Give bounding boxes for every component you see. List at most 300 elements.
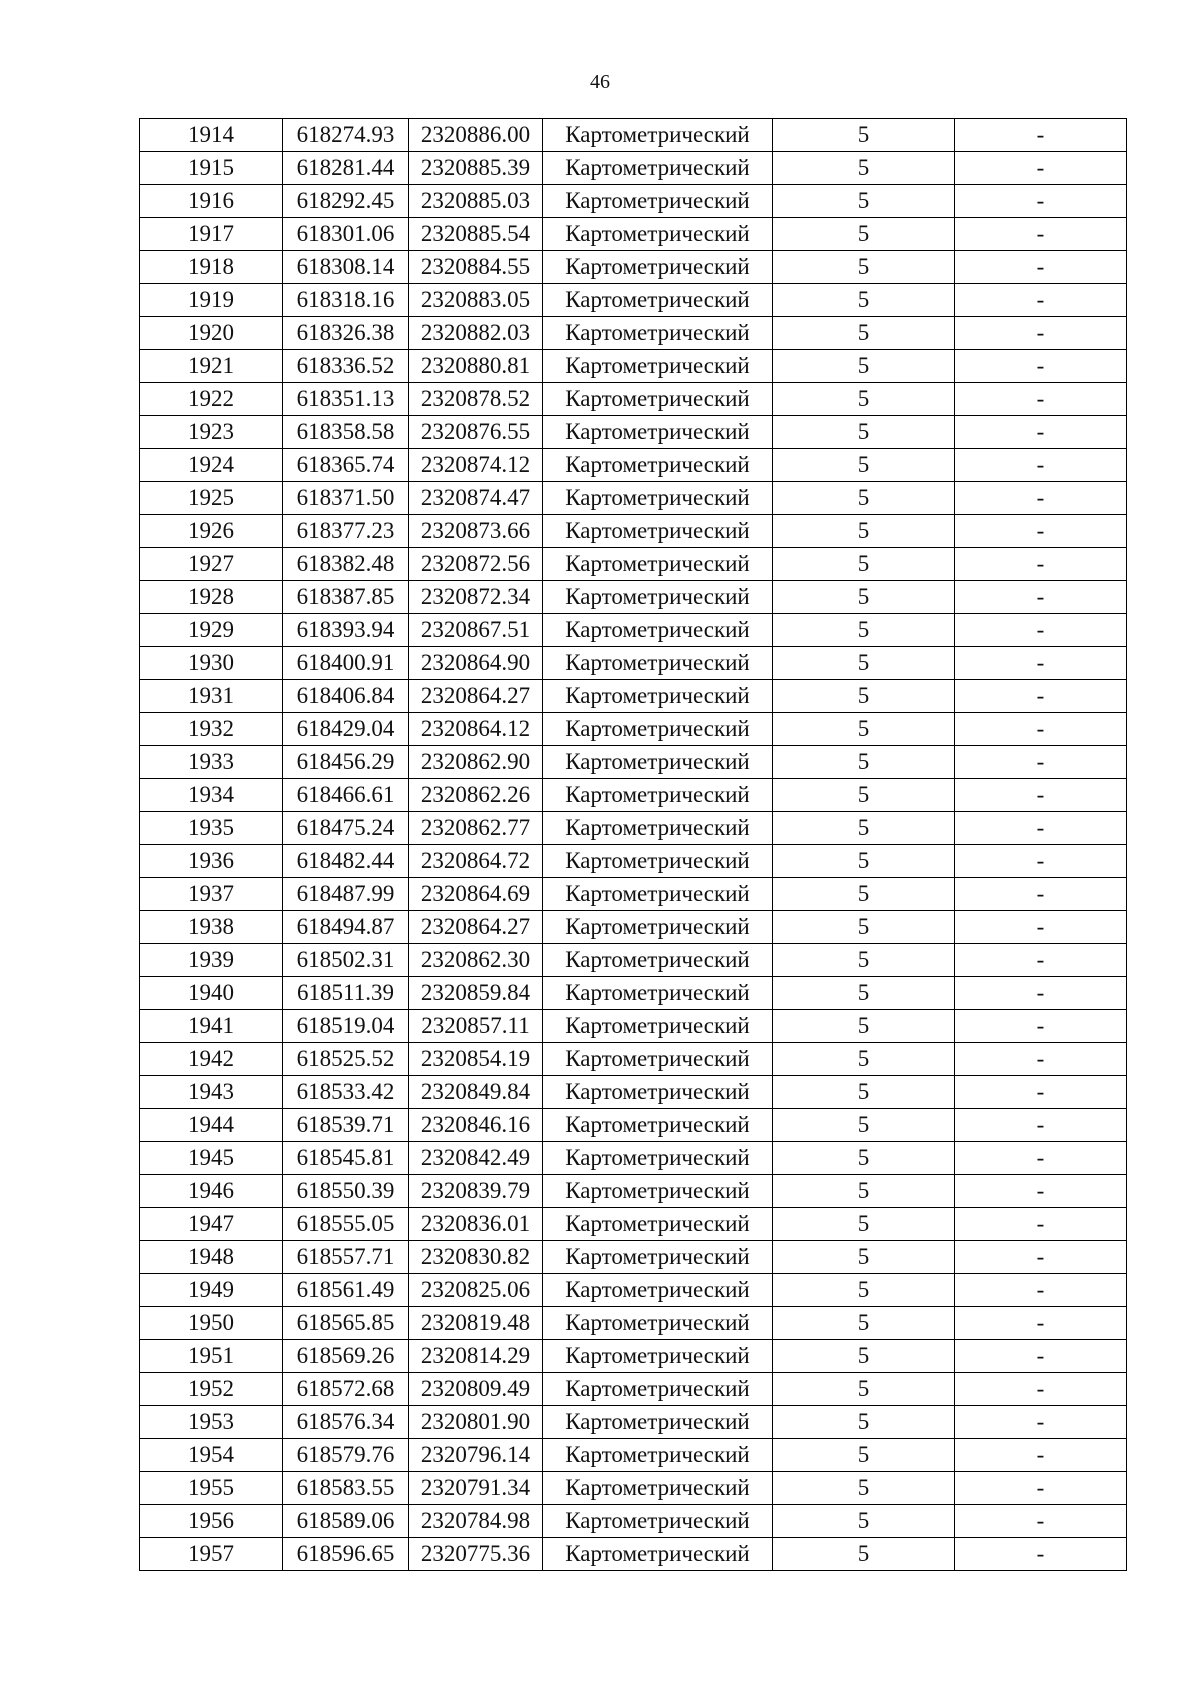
point-number-cell: 1943	[140, 1076, 283, 1109]
table-row	[140, 416, 1127, 449]
point-number-cell: 1939	[140, 944, 283, 977]
note-cell: -	[955, 251, 1127, 284]
note-cell: -	[955, 647, 1127, 680]
method-cell: Картометрический	[543, 1010, 773, 1043]
method-cell: Картометрический	[543, 1505, 773, 1538]
y-coordinate-cell: 2320864.72	[409, 845, 543, 878]
note-cell: -	[955, 614, 1127, 647]
point-number-cell: 1921	[140, 350, 283, 383]
note-cell: -	[955, 284, 1127, 317]
method-cell: Картометрический	[543, 383, 773, 416]
x-coordinate-cell: 618596.65	[283, 1538, 409, 1571]
accuracy-cell: 5	[773, 812, 955, 845]
accuracy-cell: 5	[773, 251, 955, 284]
table-row	[140, 152, 1127, 185]
x-coordinate-cell: 618336.52	[283, 350, 409, 383]
page-number: 46	[590, 71, 610, 93]
accuracy-cell: 5	[773, 647, 955, 680]
y-coordinate-cell: 2320885.54	[409, 218, 543, 251]
method-cell: Картометрический	[543, 350, 773, 383]
point-number-cell: 1954	[140, 1439, 283, 1472]
method-cell: Картометрический	[543, 1307, 773, 1340]
x-coordinate-cell: 618326.38	[283, 317, 409, 350]
table-row	[140, 977, 1127, 1010]
x-coordinate-cell: 618351.13	[283, 383, 409, 416]
point-number-cell: 1915	[140, 152, 283, 185]
method-cell: Картометрический	[543, 911, 773, 944]
y-coordinate-cell: 2320874.47	[409, 482, 543, 515]
note-cell: -	[955, 1175, 1127, 1208]
point-number-cell: 1927	[140, 548, 283, 581]
y-coordinate-cell: 2320814.29	[409, 1340, 543, 1373]
accuracy-cell: 5	[773, 185, 955, 218]
point-number-cell: 1930	[140, 647, 283, 680]
y-coordinate-cell: 2320836.01	[409, 1208, 543, 1241]
table-row	[140, 944, 1127, 977]
method-cell: Картометрический	[543, 812, 773, 845]
x-coordinate-cell: 618382.48	[283, 548, 409, 581]
note-cell: -	[955, 1274, 1127, 1307]
y-coordinate-cell: 2320857.11	[409, 1010, 543, 1043]
table-row	[140, 1538, 1127, 1571]
note-cell: -	[955, 812, 1127, 845]
method-cell: Картометрический	[543, 119, 773, 152]
x-coordinate-cell: 618533.42	[283, 1076, 409, 1109]
accuracy-cell: 5	[773, 284, 955, 317]
accuracy-cell: 5	[773, 1340, 955, 1373]
note-cell: -	[955, 1472, 1127, 1505]
x-coordinate-cell: 618466.61	[283, 779, 409, 812]
accuracy-cell: 5	[773, 1505, 955, 1538]
accuracy-cell: 5	[773, 581, 955, 614]
table-row	[140, 779, 1127, 812]
y-coordinate-cell: 2320784.98	[409, 1505, 543, 1538]
method-cell: Картометрический	[543, 1109, 773, 1142]
y-coordinate-cell: 2320809.49	[409, 1373, 543, 1406]
table-row	[140, 1307, 1127, 1340]
y-coordinate-cell: 2320859.84	[409, 977, 543, 1010]
note-cell: -	[955, 317, 1127, 350]
point-number-cell: 1923	[140, 416, 283, 449]
point-number-cell: 1940	[140, 977, 283, 1010]
x-coordinate-cell: 618365.74	[283, 449, 409, 482]
note-cell: -	[955, 482, 1127, 515]
y-coordinate-cell: 2320839.79	[409, 1175, 543, 1208]
table-row	[140, 746, 1127, 779]
method-cell: Картометрический	[543, 251, 773, 284]
method-cell: Картометрический	[543, 416, 773, 449]
note-cell: -	[955, 581, 1127, 614]
coordinates-table-body	[140, 119, 1127, 1571]
method-cell: Картометрический	[543, 680, 773, 713]
method-cell: Картометрический	[543, 1538, 773, 1571]
y-coordinate-cell: 2320862.90	[409, 746, 543, 779]
method-cell: Картометрический	[543, 482, 773, 515]
point-number-cell: 1924	[140, 449, 283, 482]
x-coordinate-cell: 618393.94	[283, 614, 409, 647]
x-coordinate-cell: 618387.85	[283, 581, 409, 614]
table-row	[140, 1208, 1127, 1241]
table-row	[140, 284, 1127, 317]
coordinates-table	[139, 118, 1127, 1571]
x-coordinate-cell: 618539.71	[283, 1109, 409, 1142]
point-number-cell: 1936	[140, 845, 283, 878]
method-cell: Картометрический	[543, 1274, 773, 1307]
x-coordinate-cell: 618281.44	[283, 152, 409, 185]
x-coordinate-cell: 618456.29	[283, 746, 409, 779]
table-row	[140, 1274, 1127, 1307]
accuracy-cell: 5	[773, 1142, 955, 1175]
method-cell: Картометрический	[543, 218, 773, 251]
point-number-cell: 1938	[140, 911, 283, 944]
note-cell: -	[955, 779, 1127, 812]
x-coordinate-cell: 618487.99	[283, 878, 409, 911]
table-row	[140, 713, 1127, 746]
point-number-cell: 1951	[140, 1340, 283, 1373]
method-cell: Картометрический	[543, 1340, 773, 1373]
x-coordinate-cell: 618511.39	[283, 977, 409, 1010]
x-coordinate-cell: 618525.52	[283, 1043, 409, 1076]
method-cell: Картометрический	[543, 977, 773, 1010]
table-row	[140, 449, 1127, 482]
point-number-cell: 1956	[140, 1505, 283, 1538]
table-row	[140, 614, 1127, 647]
y-coordinate-cell: 2320864.27	[409, 911, 543, 944]
y-coordinate-cell: 2320862.26	[409, 779, 543, 812]
table-row	[140, 1505, 1127, 1538]
table-row	[140, 845, 1127, 878]
method-cell: Картометрический	[543, 515, 773, 548]
x-coordinate-cell: 618565.85	[283, 1307, 409, 1340]
point-number-cell: 1931	[140, 680, 283, 713]
note-cell: -	[955, 383, 1127, 416]
point-number-cell: 1941	[140, 1010, 283, 1043]
accuracy-cell: 5	[773, 911, 955, 944]
x-coordinate-cell: 618589.06	[283, 1505, 409, 1538]
accuracy-cell: 5	[773, 1076, 955, 1109]
y-coordinate-cell: 2320873.66	[409, 515, 543, 548]
point-number-cell: 1942	[140, 1043, 283, 1076]
point-number-cell: 1946	[140, 1175, 283, 1208]
accuracy-cell: 5	[773, 1175, 955, 1208]
table-row	[140, 1142, 1127, 1175]
x-coordinate-cell: 618494.87	[283, 911, 409, 944]
note-cell: -	[955, 1538, 1127, 1571]
x-coordinate-cell: 618301.06	[283, 218, 409, 251]
point-number-cell: 1949	[140, 1274, 283, 1307]
table-row	[140, 1406, 1127, 1439]
accuracy-cell: 5	[773, 1010, 955, 1043]
point-number-cell: 1917	[140, 218, 283, 251]
accuracy-cell: 5	[773, 416, 955, 449]
y-coordinate-cell: 2320854.19	[409, 1043, 543, 1076]
note-cell: -	[955, 1505, 1127, 1538]
note-cell: -	[955, 911, 1127, 944]
method-cell: Картометрический	[543, 1076, 773, 1109]
note-cell: -	[955, 416, 1127, 449]
method-cell: Картометрический	[543, 1175, 773, 1208]
y-coordinate-cell: 2320864.90	[409, 647, 543, 680]
point-number-cell: 1932	[140, 713, 283, 746]
method-cell: Картометрический	[543, 779, 773, 812]
y-coordinate-cell: 2320880.81	[409, 350, 543, 383]
method-cell: Картометрический	[543, 1472, 773, 1505]
x-coordinate-cell: 618377.23	[283, 515, 409, 548]
table-row	[140, 119, 1127, 152]
method-cell: Картометрический	[543, 1241, 773, 1274]
y-coordinate-cell: 2320849.84	[409, 1076, 543, 1109]
method-cell: Картометрический	[543, 845, 773, 878]
x-coordinate-cell: 618274.93	[283, 119, 409, 152]
point-number-cell: 1914	[140, 119, 283, 152]
y-coordinate-cell: 2320886.00	[409, 119, 543, 152]
y-coordinate-cell: 2320882.03	[409, 317, 543, 350]
accuracy-cell: 5	[773, 1472, 955, 1505]
y-coordinate-cell: 2320862.30	[409, 944, 543, 977]
y-coordinate-cell: 2320864.27	[409, 680, 543, 713]
note-cell: -	[955, 845, 1127, 878]
note-cell: -	[955, 1241, 1127, 1274]
x-coordinate-cell: 618583.55	[283, 1472, 409, 1505]
y-coordinate-cell: 2320819.48	[409, 1307, 543, 1340]
x-coordinate-cell: 618557.71	[283, 1241, 409, 1274]
table-row	[140, 1439, 1127, 1472]
method-cell: Картометрический	[543, 284, 773, 317]
method-cell: Картометрический	[543, 1043, 773, 1076]
x-coordinate-cell: 618400.91	[283, 647, 409, 680]
note-cell: -	[955, 1439, 1127, 1472]
x-coordinate-cell: 618545.81	[283, 1142, 409, 1175]
y-coordinate-cell: 2320775.36	[409, 1538, 543, 1571]
accuracy-cell: 5	[773, 713, 955, 746]
x-coordinate-cell: 618576.34	[283, 1406, 409, 1439]
method-cell: Картометрический	[543, 614, 773, 647]
point-number-cell: 1916	[140, 185, 283, 218]
method-cell: Картометрический	[543, 1406, 773, 1439]
point-number-cell: 1955	[140, 1472, 283, 1505]
x-coordinate-cell: 618579.76	[283, 1439, 409, 1472]
point-number-cell: 1935	[140, 812, 283, 845]
y-coordinate-cell: 2320872.34	[409, 581, 543, 614]
method-cell: Картометрический	[543, 1208, 773, 1241]
note-cell: -	[955, 1340, 1127, 1373]
accuracy-cell: 5	[773, 977, 955, 1010]
x-coordinate-cell: 618572.68	[283, 1373, 409, 1406]
y-coordinate-cell: 2320884.55	[409, 251, 543, 284]
note-cell: -	[955, 977, 1127, 1010]
accuracy-cell: 5	[773, 1373, 955, 1406]
table-row	[140, 350, 1127, 383]
note-cell: -	[955, 152, 1127, 185]
table-row	[140, 1076, 1127, 1109]
accuracy-cell: 5	[773, 515, 955, 548]
accuracy-cell: 5	[773, 614, 955, 647]
point-number-cell: 1944	[140, 1109, 283, 1142]
point-number-cell: 1947	[140, 1208, 283, 1241]
note-cell: -	[955, 1142, 1127, 1175]
note-cell: -	[955, 1043, 1127, 1076]
accuracy-cell: 5	[773, 1208, 955, 1241]
point-number-cell: 1918	[140, 251, 283, 284]
y-coordinate-cell: 2320864.12	[409, 713, 543, 746]
y-coordinate-cell: 2320885.03	[409, 185, 543, 218]
note-cell: -	[955, 119, 1127, 152]
y-coordinate-cell: 2320874.12	[409, 449, 543, 482]
method-cell: Картометрический	[543, 713, 773, 746]
y-coordinate-cell: 2320878.52	[409, 383, 543, 416]
table-row	[140, 251, 1127, 284]
x-coordinate-cell: 618429.04	[283, 713, 409, 746]
note-cell: -	[955, 548, 1127, 581]
accuracy-cell: 5	[773, 383, 955, 416]
x-coordinate-cell: 618569.26	[283, 1340, 409, 1373]
point-number-cell: 1922	[140, 383, 283, 416]
note-cell: -	[955, 218, 1127, 251]
x-coordinate-cell: 618358.58	[283, 416, 409, 449]
point-number-cell: 1929	[140, 614, 283, 647]
table-row	[140, 1472, 1127, 1505]
y-coordinate-cell: 2320862.77	[409, 812, 543, 845]
accuracy-cell: 5	[773, 1439, 955, 1472]
y-coordinate-cell: 2320864.69	[409, 878, 543, 911]
table-row	[140, 383, 1127, 416]
note-cell: -	[955, 1010, 1127, 1043]
accuracy-cell: 5	[773, 119, 955, 152]
table-row	[140, 1043, 1127, 1076]
y-coordinate-cell: 2320883.05	[409, 284, 543, 317]
note-cell: -	[955, 1208, 1127, 1241]
x-coordinate-cell: 618475.24	[283, 812, 409, 845]
x-coordinate-cell: 618371.50	[283, 482, 409, 515]
table-row	[140, 515, 1127, 548]
note-cell: -	[955, 185, 1127, 218]
accuracy-cell: 5	[773, 350, 955, 383]
method-cell: Картометрический	[543, 317, 773, 350]
y-coordinate-cell: 2320791.34	[409, 1472, 543, 1505]
accuracy-cell: 5	[773, 1538, 955, 1571]
method-cell: Картометрический	[543, 185, 773, 218]
note-cell: -	[955, 878, 1127, 911]
point-number-cell: 1937	[140, 878, 283, 911]
accuracy-cell: 5	[773, 1109, 955, 1142]
point-number-cell: 1925	[140, 482, 283, 515]
table-row	[140, 317, 1127, 350]
note-cell: -	[955, 1076, 1127, 1109]
note-cell: -	[955, 1307, 1127, 1340]
accuracy-cell: 5	[773, 944, 955, 977]
x-coordinate-cell: 618502.31	[283, 944, 409, 977]
accuracy-cell: 5	[773, 845, 955, 878]
note-cell: -	[955, 1109, 1127, 1142]
x-coordinate-cell: 618292.45	[283, 185, 409, 218]
x-coordinate-cell: 618308.14	[283, 251, 409, 284]
accuracy-cell: 5	[773, 449, 955, 482]
y-coordinate-cell: 2320825.06	[409, 1274, 543, 1307]
table-row	[140, 581, 1127, 614]
accuracy-cell: 5	[773, 1241, 955, 1274]
x-coordinate-cell: 618555.05	[283, 1208, 409, 1241]
table-row	[140, 1241, 1127, 1274]
table-row	[140, 647, 1127, 680]
note-cell: -	[955, 713, 1127, 746]
method-cell: Картометрический	[543, 746, 773, 779]
table-row	[140, 548, 1127, 581]
x-coordinate-cell: 618482.44	[283, 845, 409, 878]
table-row	[140, 482, 1127, 515]
x-coordinate-cell: 618519.04	[283, 1010, 409, 1043]
accuracy-cell: 5	[773, 1307, 955, 1340]
note-cell: -	[955, 1373, 1127, 1406]
x-coordinate-cell: 618318.16	[283, 284, 409, 317]
accuracy-cell: 5	[773, 1043, 955, 1076]
accuracy-cell: 5	[773, 152, 955, 185]
accuracy-cell: 5	[773, 1406, 955, 1439]
y-coordinate-cell: 2320801.90	[409, 1406, 543, 1439]
point-number-cell: 1920	[140, 317, 283, 350]
table-row	[140, 680, 1127, 713]
table-row	[140, 911, 1127, 944]
point-number-cell: 1950	[140, 1307, 283, 1340]
y-coordinate-cell: 2320842.49	[409, 1142, 543, 1175]
accuracy-cell: 5	[773, 746, 955, 779]
point-number-cell: 1957	[140, 1538, 283, 1571]
method-cell: Картометрический	[543, 449, 773, 482]
method-cell: Картометрический	[543, 944, 773, 977]
x-coordinate-cell: 618406.84	[283, 680, 409, 713]
accuracy-cell: 5	[773, 548, 955, 581]
note-cell: -	[955, 746, 1127, 779]
point-number-cell: 1934	[140, 779, 283, 812]
method-cell: Картометрический	[543, 548, 773, 581]
point-number-cell: 1933	[140, 746, 283, 779]
point-number-cell: 1952	[140, 1373, 283, 1406]
accuracy-cell: 5	[773, 779, 955, 812]
accuracy-cell: 5	[773, 1274, 955, 1307]
point-number-cell: 1926	[140, 515, 283, 548]
point-number-cell: 1953	[140, 1406, 283, 1439]
x-coordinate-cell: 618550.39	[283, 1175, 409, 1208]
table-row	[140, 1373, 1127, 1406]
method-cell: Картометрический	[543, 1373, 773, 1406]
accuracy-cell: 5	[773, 317, 955, 350]
method-cell: Картометрический	[543, 878, 773, 911]
note-cell: -	[955, 944, 1127, 977]
table-row	[140, 1010, 1127, 1043]
y-coordinate-cell: 2320867.51	[409, 614, 543, 647]
table-row	[140, 218, 1127, 251]
y-coordinate-cell: 2320796.14	[409, 1439, 543, 1472]
note-cell: -	[955, 1406, 1127, 1439]
table-row	[140, 812, 1127, 845]
x-coordinate-cell: 618561.49	[283, 1274, 409, 1307]
table-row	[140, 1340, 1127, 1373]
y-coordinate-cell: 2320876.55	[409, 416, 543, 449]
y-coordinate-cell: 2320885.39	[409, 152, 543, 185]
table-row	[140, 1175, 1127, 1208]
table-row	[140, 1109, 1127, 1142]
note-cell: -	[955, 515, 1127, 548]
y-coordinate-cell: 2320830.82	[409, 1241, 543, 1274]
note-cell: -	[955, 449, 1127, 482]
accuracy-cell: 5	[773, 482, 955, 515]
point-number-cell: 1945	[140, 1142, 283, 1175]
point-number-cell: 1928	[140, 581, 283, 614]
accuracy-cell: 5	[773, 680, 955, 713]
note-cell: -	[955, 350, 1127, 383]
y-coordinate-cell: 2320846.16	[409, 1109, 543, 1142]
table-row	[140, 185, 1127, 218]
table-row	[140, 878, 1127, 911]
